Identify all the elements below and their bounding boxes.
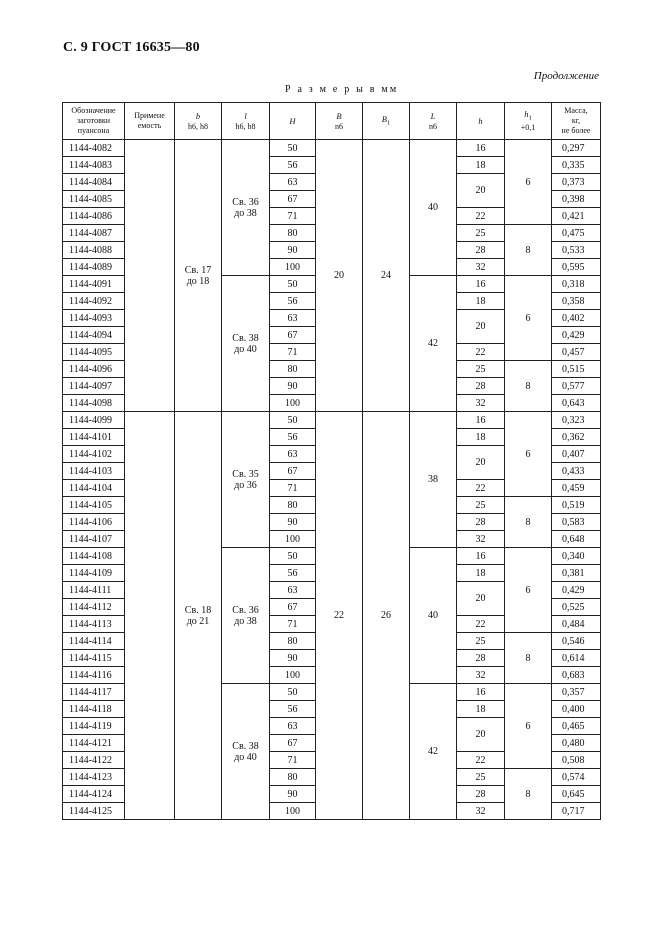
cell-designation: 1144-4117 — [63, 684, 125, 701]
cell-designation: 1144-4101 — [63, 429, 125, 446]
cell-h: 20 — [457, 174, 505, 208]
cell-H: 63 — [270, 718, 316, 735]
cell-H: 80 — [270, 225, 316, 242]
cell-mass: 0,381 — [552, 565, 601, 582]
cell-h: 22 — [457, 344, 505, 361]
cell-h: 20 — [457, 310, 505, 344]
cell-designation: 1144-4121 — [63, 735, 125, 752]
cell-h1: 6 — [505, 276, 552, 361]
cell-mass: 0,318 — [552, 276, 601, 293]
cell-mass: 0,519 — [552, 497, 601, 514]
cell-h1: 8 — [505, 769, 552, 820]
cell-mass: 0,297 — [552, 140, 601, 157]
cell-designation: 1144-4104 — [63, 480, 125, 497]
cell-mass: 0,373 — [552, 174, 601, 191]
cell-designation: 1144-4093 — [63, 310, 125, 327]
cell-H: 56 — [270, 293, 316, 310]
cell-h: 20 — [457, 718, 505, 752]
cell-h: 20 — [457, 582, 505, 616]
cell-h: 32 — [457, 531, 505, 548]
cell-designation: 1144-4086 — [63, 208, 125, 225]
cell-H: 71 — [270, 344, 316, 361]
cell-h: 25 — [457, 633, 505, 650]
cell-designation: 1144-4083 — [63, 157, 125, 174]
cell-h: 28 — [457, 786, 505, 803]
cell-H: 71 — [270, 480, 316, 497]
cell-B: 20 — [316, 140, 363, 412]
cell-designation: 1144-4119 — [63, 718, 125, 735]
cell-designation: 1144-4094 — [63, 327, 125, 344]
cell-mass: 0,614 — [552, 650, 601, 667]
table-row — [63, 140, 601, 157]
cell-B1: 26 — [363, 412, 410, 820]
cell-mass: 0,508 — [552, 752, 601, 769]
cell-H: 80 — [270, 633, 316, 650]
cell-h: 32 — [457, 395, 505, 412]
cell-l-range: Св. 35 до 36 — [222, 412, 270, 548]
cell-mass: 0,515 — [552, 361, 601, 378]
cell-h: 28 — [457, 242, 505, 259]
cell-designation: 1144-4114 — [63, 633, 125, 650]
cell-designation: 1144-4092 — [63, 293, 125, 310]
cell-H: 80 — [270, 361, 316, 378]
cell-designation: 1144-4109 — [63, 565, 125, 582]
cell-h: 18 — [457, 565, 505, 582]
cell-designation: 1144-4102 — [63, 446, 125, 463]
cell-designation: 1144-4095 — [63, 344, 125, 361]
cell-H: 63 — [270, 310, 316, 327]
cell-designation: 1144-4103 — [63, 463, 125, 480]
cell-designation: 1144-4087 — [63, 225, 125, 242]
cell-designation: 1144-4113 — [63, 616, 125, 633]
cell-mass: 0,429 — [552, 582, 601, 599]
cell-designation: 1144-4122 — [63, 752, 125, 769]
cell-mass: 0,457 — [552, 344, 601, 361]
cell-mass: 0,459 — [552, 480, 601, 497]
cell-h: 16 — [457, 412, 505, 429]
cell-H: 67 — [270, 327, 316, 344]
cell-l-range: Св. 38 до 40 — [222, 276, 270, 412]
cell-mass: 0,645 — [552, 786, 601, 803]
cell-designation: 1144-4118 — [63, 701, 125, 718]
cell-h: 32 — [457, 667, 505, 684]
cell-H: 67 — [270, 735, 316, 752]
cell-H: 71 — [270, 752, 316, 769]
cell-h: 18 — [457, 701, 505, 718]
cell-mass: 0,421 — [552, 208, 601, 225]
cell-designation: 1144-4098 — [63, 395, 125, 412]
cell-L: 40 — [410, 140, 457, 276]
cell-l-range: Св. 36 до 38 — [222, 548, 270, 684]
cell-mass: 0,683 — [552, 667, 601, 684]
cell-h1: 6 — [505, 412, 552, 497]
cell-H: 56 — [270, 429, 316, 446]
cell-designation: 1144-4123 — [63, 769, 125, 786]
cell-h1: 6 — [505, 684, 552, 769]
cell-designation: 1144-4115 — [63, 650, 125, 667]
col-h1: $h_1$ +0,1 — [505, 103, 552, 140]
cell-h: 22 — [457, 616, 505, 633]
cell-designation: 1144-4091 — [63, 276, 125, 293]
cell-designation: 1144-4106 — [63, 514, 125, 531]
cell-mass: 0,465 — [552, 718, 601, 735]
dimensions-table — [62, 102, 601, 820]
col-l: l h6, h8 — [222, 103, 270, 140]
cell-designation: 1144-4097 — [63, 378, 125, 395]
cell-designation: 1144-4111 — [63, 582, 125, 599]
cell-H: 90 — [270, 514, 316, 531]
cell-H: 50 — [270, 412, 316, 429]
cell-h: 28 — [457, 650, 505, 667]
cell-designation: 1144-4112 — [63, 599, 125, 616]
cell-H: 90 — [270, 378, 316, 395]
cell-H: 100 — [270, 667, 316, 684]
table-row — [63, 412, 601, 429]
header-row — [63, 103, 601, 140]
cell-mass: 0,546 — [552, 633, 601, 650]
cell-designation: 1144-4082 — [63, 140, 125, 157]
cell-h: 16 — [457, 548, 505, 565]
cell-designation: 1144-4124 — [63, 786, 125, 803]
col-application: Примене емость — [125, 103, 175, 140]
col-designation: Обозначение заготовки пуансона — [63, 103, 125, 140]
cell-mass: 0,407 — [552, 446, 601, 463]
cell-H: 56 — [270, 701, 316, 718]
cell-H: 100 — [270, 395, 316, 412]
cell-mass: 0,400 — [552, 701, 601, 718]
col-mass: Масса, кг, не более — [552, 103, 601, 140]
cell-H: 67 — [270, 463, 316, 480]
cell-h: 25 — [457, 225, 505, 242]
cell-designation: 1144-4107 — [63, 531, 125, 548]
cell-h: 22 — [457, 752, 505, 769]
cell-mass: 0,429 — [552, 327, 601, 344]
col-B1: $B_1$ — [363, 103, 410, 140]
cell-L: 42 — [410, 276, 457, 412]
cell-H: 100 — [270, 259, 316, 276]
cell-designation: 1144-4105 — [63, 497, 125, 514]
cell-designation: 1144-4096 — [63, 361, 125, 378]
cell-h1: 8 — [505, 225, 552, 276]
cell-designation: 1144-4089 — [63, 259, 125, 276]
cell-h: 20 — [457, 446, 505, 480]
cell-mass: 0,335 — [552, 157, 601, 174]
cell-h1: 8 — [505, 633, 552, 684]
cell-B: 22 — [316, 412, 363, 820]
cell-mass: 0,340 — [552, 548, 601, 565]
cell-mass: 0,574 — [552, 769, 601, 786]
cell-H: 71 — [270, 208, 316, 225]
cell-H: 90 — [270, 242, 316, 259]
cell-L: 38 — [410, 412, 457, 548]
cell-mass: 0,648 — [552, 531, 601, 548]
dimensions-caption: Р а з м е р ы в мм — [285, 84, 399, 95]
col-B: B n6 — [316, 103, 363, 140]
cell-designation: 1144-4108 — [63, 548, 125, 565]
cell-mass: 0,480 — [552, 735, 601, 752]
cell-H: 56 — [270, 157, 316, 174]
cell-b-range: Св. 18 до 21 — [175, 412, 222, 820]
cell-mass: 0,643 — [552, 395, 601, 412]
cell-mass: 0,433 — [552, 463, 601, 480]
table-body — [63, 140, 601, 820]
cell-application — [125, 412, 175, 820]
cell-application — [125, 140, 175, 412]
cell-designation: 1144-4125 — [63, 803, 125, 820]
cell-mass: 0,717 — [552, 803, 601, 820]
cell-H: 80 — [270, 769, 316, 786]
cell-H: 100 — [270, 531, 316, 548]
cell-H: 50 — [270, 140, 316, 157]
cell-h: 25 — [457, 361, 505, 378]
cell-h: 22 — [457, 480, 505, 497]
cell-h: 32 — [457, 259, 505, 276]
cell-designation: 1144-4116 — [63, 667, 125, 684]
cell-h: 18 — [457, 293, 505, 310]
cell-mass: 0,533 — [552, 242, 601, 259]
cell-H: 50 — [270, 684, 316, 701]
cell-mass: 0,358 — [552, 293, 601, 310]
page-header: С. 9 ГОСТ 16635—80 — [63, 40, 200, 55]
cell-B1: 24 — [363, 140, 410, 412]
cell-h1: 8 — [505, 497, 552, 548]
cell-H: 56 — [270, 565, 316, 582]
cell-h1: 8 — [505, 361, 552, 412]
cell-h: 18 — [457, 157, 505, 174]
continuation-label: Продолжение — [533, 70, 599, 82]
col-H: H — [270, 103, 316, 140]
cell-mass: 0,525 — [552, 599, 601, 616]
cell-mass: 0,323 — [552, 412, 601, 429]
cell-h: 25 — [457, 497, 505, 514]
cell-l-range: Св. 38 до 40 — [222, 684, 270, 820]
cell-h: 32 — [457, 803, 505, 820]
cell-H: 63 — [270, 582, 316, 599]
cell-L: 40 — [410, 548, 457, 684]
cell-H: 63 — [270, 446, 316, 463]
cell-l-range: Св. 36 до 38 — [222, 140, 270, 276]
cell-b-range: Св. 17 до 18 — [175, 140, 222, 412]
cell-H: 90 — [270, 786, 316, 803]
cell-h1: 6 — [505, 548, 552, 633]
cell-mass: 0,595 — [552, 259, 601, 276]
cell-L: 42 — [410, 684, 457, 820]
cell-designation: 1144-4084 — [63, 174, 125, 191]
cell-h: 28 — [457, 514, 505, 531]
cell-H: 67 — [270, 599, 316, 616]
cell-mass: 0,583 — [552, 514, 601, 531]
cell-H: 50 — [270, 548, 316, 565]
cell-mass: 0,577 — [552, 378, 601, 395]
cell-mass: 0,398 — [552, 191, 601, 208]
cell-designation: 1144-4088 — [63, 242, 125, 259]
cell-H: 71 — [270, 616, 316, 633]
cell-h: 25 — [457, 769, 505, 786]
cell-mass: 0,475 — [552, 225, 601, 242]
cell-mass: 0,402 — [552, 310, 601, 327]
cell-h: 22 — [457, 208, 505, 225]
cell-H: 67 — [270, 191, 316, 208]
cell-h: 16 — [457, 684, 505, 701]
cell-mass: 0,362 — [552, 429, 601, 446]
cell-h: 18 — [457, 429, 505, 446]
cell-H: 90 — [270, 650, 316, 667]
cell-h1: 6 — [505, 140, 552, 225]
col-h: h — [457, 103, 505, 140]
cell-H: 63 — [270, 174, 316, 191]
cell-H: 100 — [270, 803, 316, 820]
cell-designation: 1144-4099 — [63, 412, 125, 429]
cell-H: 80 — [270, 497, 316, 514]
cell-designation: 1144-4085 — [63, 191, 125, 208]
cell-h: 16 — [457, 276, 505, 293]
cell-H: 50 — [270, 276, 316, 293]
cell-h: 28 — [457, 378, 505, 395]
col-b: b h6, h8 — [175, 103, 222, 140]
cell-mass: 0,484 — [552, 616, 601, 633]
col-L: L n6 — [410, 103, 457, 140]
cell-h: 16 — [457, 140, 505, 157]
cell-mass: 0,357 — [552, 684, 601, 701]
